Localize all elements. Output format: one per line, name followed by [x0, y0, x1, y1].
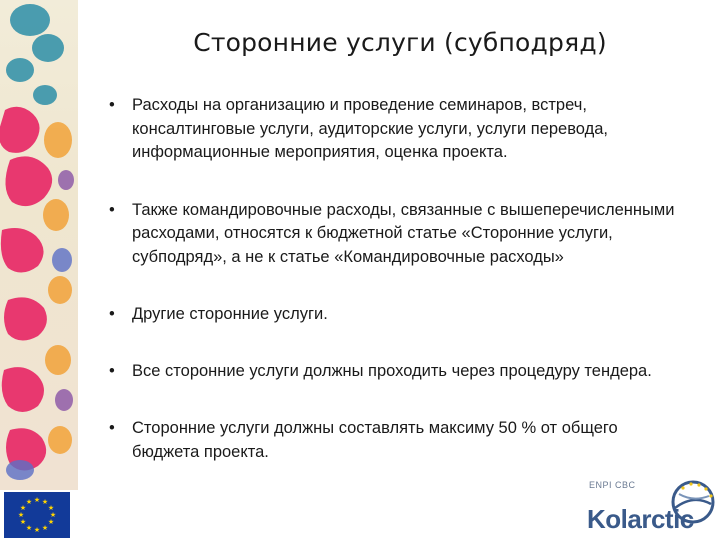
bullet-dot: •: [109, 419, 115, 437]
bullet-item: [108, 360, 688, 384]
slide-title: Сторонние услуги (субподряд): [193, 28, 607, 57]
svg-text:★: ★: [47, 518, 55, 526]
bullet-text: Также командировочные расходы, связанные с вышеперечисленными расходами, относятся к бюджетной статье «Сторонние услуги, субподряд», а не к статье «Командировочные расходы»: [132, 200, 675, 266]
svg-text:★: ★: [25, 498, 33, 506]
svg-text:★: ★: [41, 524, 49, 532]
eu-stars-icon: [4, 492, 70, 538]
globe-icon: [669, 478, 717, 526]
kolarctic-logo: [585, 478, 719, 538]
bullet-dot: •: [109, 305, 115, 323]
bullet-item: [108, 199, 688, 270]
svg-text:★: ★: [49, 511, 57, 519]
svg-text:★: ★: [47, 504, 55, 512]
bullet-text: Другие сторонние услуги.: [132, 305, 328, 323]
bullet-item: [108, 417, 688, 464]
bullet-list: [108, 94, 688, 464]
bullet-text: Все сторонние услуги должны проходить через процедуру тендера.: [132, 361, 652, 380]
svg-text:★: ★: [33, 496, 41, 504]
decorative-side-strip: [0, 0, 78, 490]
decorative-hands-illustration: [0, 0, 78, 490]
bullet-item: [108, 94, 688, 165]
bullet-text: Расходы на организацию и проведение семинаров, встреч, консалтинговые услуги, аудиторские услуги, услуги перевода, информационные мероприятия, оценка проекта.: [132, 96, 609, 161]
bullet-text: Сторонние услуги должны составлять максиму 50 % от общего бюджета проекта.: [132, 419, 618, 461]
bullet-item: [108, 303, 688, 327]
svg-text:★: ★: [33, 526, 41, 534]
svg-text:★: ★: [25, 524, 33, 532]
logo-program-label: ENPI CBC: [589, 480, 636, 490]
logo-name: Kolarctic: [587, 504, 694, 534]
bullet-dot: •: [109, 200, 115, 219]
bullet-dot: •: [109, 96, 115, 114]
eu-flag-logo: [4, 492, 70, 538]
svg-text:★: ★: [19, 518, 27, 526]
svg-text:★: ★: [17, 511, 25, 519]
bullet-dot: •: [109, 361, 115, 380]
svg-text:★: ★: [19, 504, 27, 512]
svg-text:★: ★: [41, 498, 49, 506]
